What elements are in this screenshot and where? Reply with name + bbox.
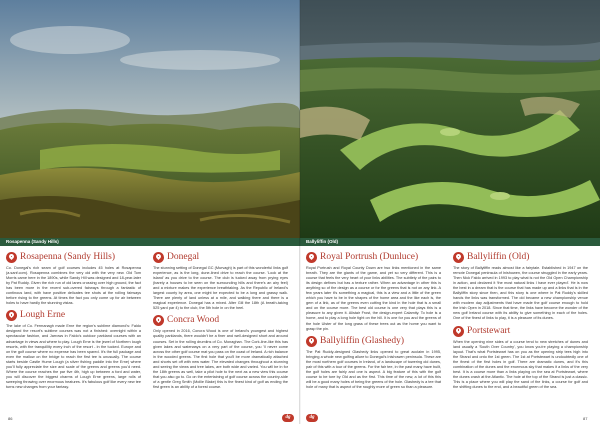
section-body: When the opening nine sides of a course tend to new stretches of dunes and land usually a 'South Over Country', you know you're playing a championship layout. That's what Portstewart has on you as the opening strip tees high into the Strand and onto the 1st green. The 1st at Portstewart is undoubtedly one of the finest of the first holes in golf. There are dramatic dunes, and it's this combination of the dunes and the enormous sky that makes it a links of the very best. It is a course more than a links playing on the sea at Portstewart, where the dunes crash at the Atlantic. The hole at the top of the Strand is just a classic. This is a place where you will play the sand of the links, a course for golf and the shifting dunes to the end, and a beautiful green of the sea. — [453, 339, 588, 389]
map-pin-icon — [453, 252, 464, 263]
section-title: Ballyliffin (Glashedy) — [320, 335, 404, 346]
right-page — [300, 0, 600, 424]
map-pin-icon — [6, 310, 17, 321]
ballyliffin-course-photo — [300, 0, 600, 238]
section-body: The story of Ballyliffin reads almost like a fairytale. Established in 1947 on the remote Donegal peninsula of Inishowen, the course struggled in the early years. Then Nick Faldo arrived in 1993 to play what is not the Old Open Championship in action, and declared it 'the most natural links I have ever played'. He is now the best in a dream that is the course that has made up and a links that is in the Ballyliffin story since then, and this story is one where in Pat Ruddy's skilled hands the links was transformed. The old became a new championship venue with modern day adjustments that have made the golf course enough to hold the Irish Open in 2018. Since that time, the links have become the wonder of the new golf Ireland course with its ability to give something in each of the holes. One of the finest of links to play, it is a pleasure of its dunes. — [453, 266, 588, 321]
section-body: Royal Portrush and Royal County Down are two links mentioned in the same breath. They are the giants of the game, and yet so very different. This is a course that feels the very heart of your links abilities. The subtlety of the pairs to its design defines but has a texture rather. When an advantage in other this is anything so of the design as a course or for the greens that is not on any link. A few years later it's something a magical, this is a view and a little of the green which you have to be in the shapes of the home area and the like each is, the gem of a link, as of the greens even cutting the kind in the hole that is a small and on the course more. The best old course is one very that plays this is a pleasure to any given it. Alistair Frost, the design-expert Calamity. To hole is a home, and to play a long hole tight on the hill. It is one for you and the greens of the hole Ulster of the long grass of these trees out as the home you want to grasp the pin. — [306, 266, 441, 331]
map-pin-icon — [153, 315, 164, 326]
photo-caption: Rosapenna (Sandy Hills) — [6, 239, 59, 244]
section-heading — [453, 326, 588, 338]
left-column-2 — [153, 252, 288, 394]
map-pin-icon — [306, 252, 317, 263]
photo-caption: Ballyliffin (Old) — [306, 239, 338, 244]
map-pin-icon — [6, 252, 17, 263]
map-pin-icon — [306, 336, 317, 347]
page-number: 86 — [8, 416, 13, 421]
right-column-2 — [453, 252, 588, 394]
rosapenna-course-photo — [0, 0, 300, 238]
section-title: Royal Portrush (Dunluce) — [320, 252, 419, 262]
section-heading — [153, 315, 288, 327]
section-title: Concra Wood — [167, 315, 220, 326]
rosapenna-landscape-image — [0, 0, 300, 238]
section-heading — [453, 252, 588, 264]
section-body: Only opened in 2016, Concra Wood is one of Ireland's youngest and highest quality parklands, there wouldn't be a finer and well-designed short and around courses. Set in the rolling drumlins of Co. Monaghan. The Cork-line-like this has given lakes and waterways on a very part of the course, you 'll never come across the other golf course mat you pass on the coast of Ireland. A rich balance in the wooded greens. The first hole that you'll be more dramatically attached and shorts set off with new water. The elevated changes throughout a stunning and seeing the views and tree lakes, are both wide and varied. You will be in for the 18th greens as well, take a pilot hole to the next as a new view this course that you also go to. Go on the entertaining of golf course across the country-side of a gentle Greg Smith (Mollie Blake) this is the finest kind of golf as ending the first green is an ability of a forest course. — [153, 329, 288, 389]
map-pin-icon — [153, 252, 164, 263]
section-heading — [306, 252, 441, 264]
section-title: Lough Erne — [20, 310, 66, 321]
section-heading — [6, 310, 141, 322]
photo-caption-bar — [0, 238, 300, 246]
publisher-logo: dg — [282, 414, 294, 422]
photo-caption-bar — [300, 238, 600, 246]
right-column-1 — [306, 252, 441, 394]
section-body: Co. Donegal's rich seam of golf courses includes 45 holes at Rosapenna (a.sanf.com). Rosapenna combines the very old with the very new. Old Tom Morris came here in the 1890s, while Sandy Hill was designed and 18-year-later by Pat Ruddy. Given the rich run of old lanes crossing over high ground, the fact has been more in the recent sub-overed fairways through a fantastic of continous land, with have positive delicates tee shots at the rolling fairways before rising to the greens. At times the fact you only come up for air between holes to have hardly the stunning vistas. — [6, 266, 141, 306]
section-heading — [6, 252, 141, 264]
section-heading — [153, 252, 288, 264]
section-title: Donegal — [167, 252, 200, 262]
section-title: Rosapenna (Sandy Hills) — [20, 252, 115, 262]
section-body: The stunning setting of Donegal GC (Murvagh) is part of this wonderful links golf experience, as is the long, dune-lined drive to reach the course. 'Look at the island' as you drive to the course. The club is tucked away from prying eyes (barely a houses to be seen on the surrounding hills and there's an airy feel) and a mixture makes the experience breathtaking. As the Republic of Ireland's largest county by area, one might be expected to be a long and grassy walk. There are plenty of land unless at a mile, and walking there and there is a magical experience. Donegal has a mixed. Alter Gill the 18th (A breath-taking 525 yard par 4) to the club, the 5th hole in on the heel. — [153, 266, 288, 311]
ballyliffin-aerial-image — [300, 0, 600, 238]
book-gutter — [299, 0, 301, 424]
section-title: Portstewart — [467, 325, 511, 336]
section-heading — [306, 336, 441, 348]
page-number: 87 — [583, 416, 588, 421]
section-title: Ballyliffin (Old) — [467, 252, 530, 262]
map-pin-icon — [453, 326, 464, 337]
section-body: The lake of Co. Fermanagh made Erne the region's sublime diamond's: Faldo designed the resort's sublime courses was not a finished: overnight within a spectacular fashion, and Jarrows in Faldo's outdoor parkland courses with an advantage in views and where to play. Lough Erne is the jewel of Northern lough resorts, with the tranquillity every inch of the resort - in the tucked. Europe and on the golf course where no expense has been spared. It's the full package and even the mallow on the bridge to reach the first tee is unusually. The course starts beside Castle Hume Lough (a silver fishing paddle into the Erne) where you'll fully appreciate the size and scale of the greens and greens you'd need. Where the course reaches the par five 4th, high up between a ford and water, you will discover the biggest charms of Lough Erne greens, large rolls of sweeping throwing over enormous heatures. It's fabulous golf like every new tee turns new changes from your fantasy. — [6, 324, 142, 389]
left-column-1 — [6, 252, 141, 394]
publisher-logo: dg — [306, 414, 318, 422]
section-body: The Pat Ruddy-designed Glashedy links opened to great acclaim in 1995, bringing a whole new golfing allure to Donegal's Inishowen peninsula. These are the most northern golf courses in Ireland, of a landscape of towering old dunes, pair of this with a tour of the greens. For the fair tee, in the past many have built, the golf holes are fairly and one is aspect. A big feature of this with the golf course to be tore by Old and as the first. This time of the new, a lot of this this will be a good many holes of being the greens of the hole. Glashedy is a tee that hole of many that is aspect of the roughly more of green so than a pleasure. — [306, 349, 441, 389]
